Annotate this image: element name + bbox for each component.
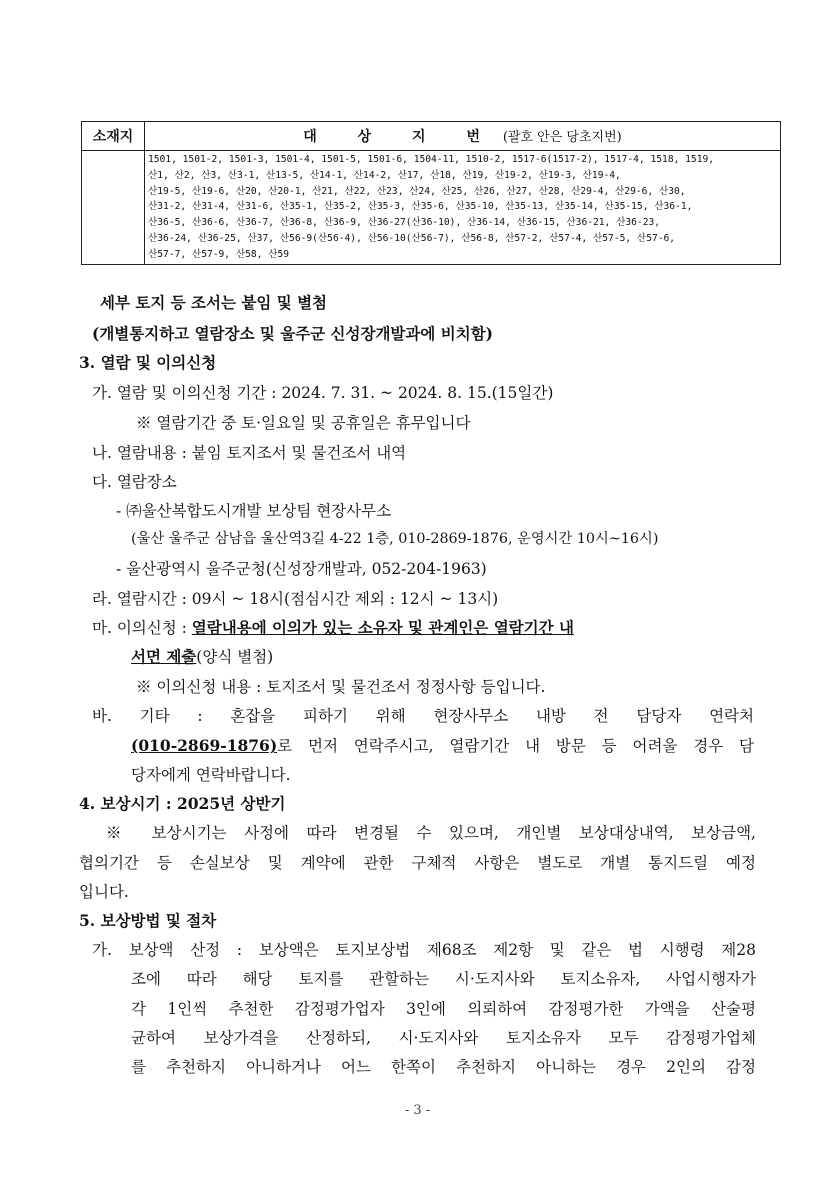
compensation-line-3: 각 1인씩 추천한 감정평가업자 3인에 의뢰하여 감정평가한 가액을 산술평 bbox=[131, 1000, 756, 1018]
parcel-row: 산36-24, 산36-25, 산37, 산56-9(산56-4), 산56-10(산56-7), 산56-8, 산57-2, 산57-4, 산57-5, 산57-6, bbox=[148, 232, 676, 244]
page-number: - 3 - bbox=[404, 1103, 431, 1118]
inspection-place-2: - 울산광역시 울주군청(신성장개발과, 052-204-1963) bbox=[116, 560, 487, 578]
objection-written-submission: 서면 제출 bbox=[131, 647, 197, 666]
other-line-2-text: 로 먼저 연락주시고, 열람기간 내 방문 등 어려울 경우 담 bbox=[277, 737, 754, 755]
parcel-list-cell bbox=[145, 151, 781, 265]
parcel-row: 산36-5, 산36-6, 산36-7, 산36-8, 산36-9, 산36-27(산36-10), 산36-14, 산36-15, 산36-21, 산36-23, bbox=[148, 217, 661, 229]
compensation-line-2: 조에 따라 해당 토지를 관할하는 시·도지사와 토지소유자, 사업시행자가 bbox=[131, 970, 756, 988]
compensation-line-5: 를 추천하지 아니하거나 어느 한쪽이 추천하지 아니하는 경우 2인의 감정 bbox=[131, 1058, 756, 1076]
parcel-header-main: 대 상 지 번 bbox=[303, 129, 498, 145]
inspection-hours: 라. 열람시간 : 09시 ~ 18시(점심시간 제외 : 12시 ~ 13시) bbox=[92, 590, 499, 608]
inspection-place-1: - ㈜울산복합도시개발 보상팀 현장사무소 bbox=[116, 502, 392, 520]
objection-line-2 bbox=[131, 645, 273, 667]
compensation-line-4: 균하여 보상가격을 산정하되, 시·도지사와 토지소유자 모두 감정평가업체 bbox=[131, 1029, 756, 1047]
objection-note: ※ 이의신청 내용 : 토지조서 및 물건조서 정정사항 등입니다. bbox=[136, 678, 546, 696]
parcel-header bbox=[145, 122, 781, 151]
compensation-line-1: 가. 보상액 산정 : 보상액은 토지보상법 제68조 제2항 및 같은 법 시행령 제28 bbox=[92, 941, 756, 959]
objection-label: 마. 이의신청 : bbox=[92, 619, 192, 637]
parcel-row: 산1, 산2, 산3, 산3-1, 산13-5, 산14-1, 산14-2, 산17, 산18, 산19, 산19-2, 산19-3, 산19-4, bbox=[148, 169, 621, 181]
location-cell bbox=[82, 151, 145, 265]
section-4-heading: 4. 보상시기 : 2025년 상반기 bbox=[79, 794, 286, 813]
section-5-heading: 5. 보상방법 및 절차 bbox=[79, 911, 217, 930]
parcel-row: 산57-7, 산57-9, 산58, 산59 bbox=[148, 248, 290, 260]
attachment-note-detail: (개별통지하고 열람장소 및 울주군 신성장개발과에 비치함) bbox=[92, 324, 494, 343]
parcel-row: 1501, 1501-2, 1501-3, 1501-4, 1501-5, 1501-6, 1504-11, 1510-2, 1517-6(1517-2), 1517-4, 1518, 1519, bbox=[148, 154, 715, 165]
section-4-para-1: ※ 보상시기는 사정에 따라 변경될 수 있으며, 개인별 보상대상내역, 보상금액, bbox=[106, 824, 756, 842]
other-line-1: 바. 기타 : 혼잡을 피하기 위해 현장사무소 내방 전 담당자 연락처 bbox=[92, 707, 754, 725]
other-line-2 bbox=[131, 734, 754, 756]
contact-phone: (010-2869-1876) bbox=[131, 736, 278, 755]
objection-form-note: (양식 별첨) bbox=[196, 648, 274, 666]
objection-line-1 bbox=[92, 616, 754, 638]
parcel-header-sub: (괄호 안은 당초지번) bbox=[502, 130, 622, 145]
inspection-period: 가. 열람 및 이의신청 기간 : 2024. 7. 31. ~ 2024. 8. 15.(15일간) bbox=[92, 384, 554, 402]
other-line-3: 당자에게 연락바랍니다. bbox=[131, 766, 291, 784]
inspection-content: 나. 열람내용 : 붙임 토지조서 및 물건조서 내역 bbox=[92, 444, 407, 462]
inspection-place-heading: 다. 열람장소 bbox=[92, 473, 177, 491]
objection-requirement: 열람내용에 이의가 있는 소유자 및 관계인은 열람기간 내 bbox=[191, 618, 574, 637]
section-3-heading: 3. 열람 및 이의신청 bbox=[79, 353, 217, 372]
inspection-place-1-address: (울산 울주군 삼남읍 울산역3길 4-22 1층, 010-2869-1876, 운영시간 10시~16시) bbox=[131, 531, 659, 547]
section-4-para-3: 입니다. bbox=[79, 883, 129, 901]
inspection-period-note: ※ 열람기간 중 토·일요일 및 공휴일은 휴무입니다 bbox=[136, 414, 471, 432]
attachment-note: 세부 토지 등 조서는 붙임 및 별첨 bbox=[100, 293, 328, 312]
land-parcel-table bbox=[81, 121, 781, 265]
section-4-para-2: 협의기간 등 손실보상 및 계약에 관한 구체적 사항은 별도로 개별 통지드릴 예정 bbox=[79, 854, 756, 872]
parcel-row: 산31-2, 산31-4, 산31-6, 산35-1, 산35-2, 산35-3, 산35-6, 산35-10, 산35-13, 산35-14, 산35-15, 산36-1, bbox=[148, 201, 693, 213]
location-header: 소재지 bbox=[82, 122, 145, 151]
parcel-row: 산19-5, 산19-6, 산20, 산20-1, 산21, 산22, 산23, 산24, 산25, 산26, 산27, 산28, 산29-4, 산29-6, 산30, bbox=[148, 185, 686, 197]
